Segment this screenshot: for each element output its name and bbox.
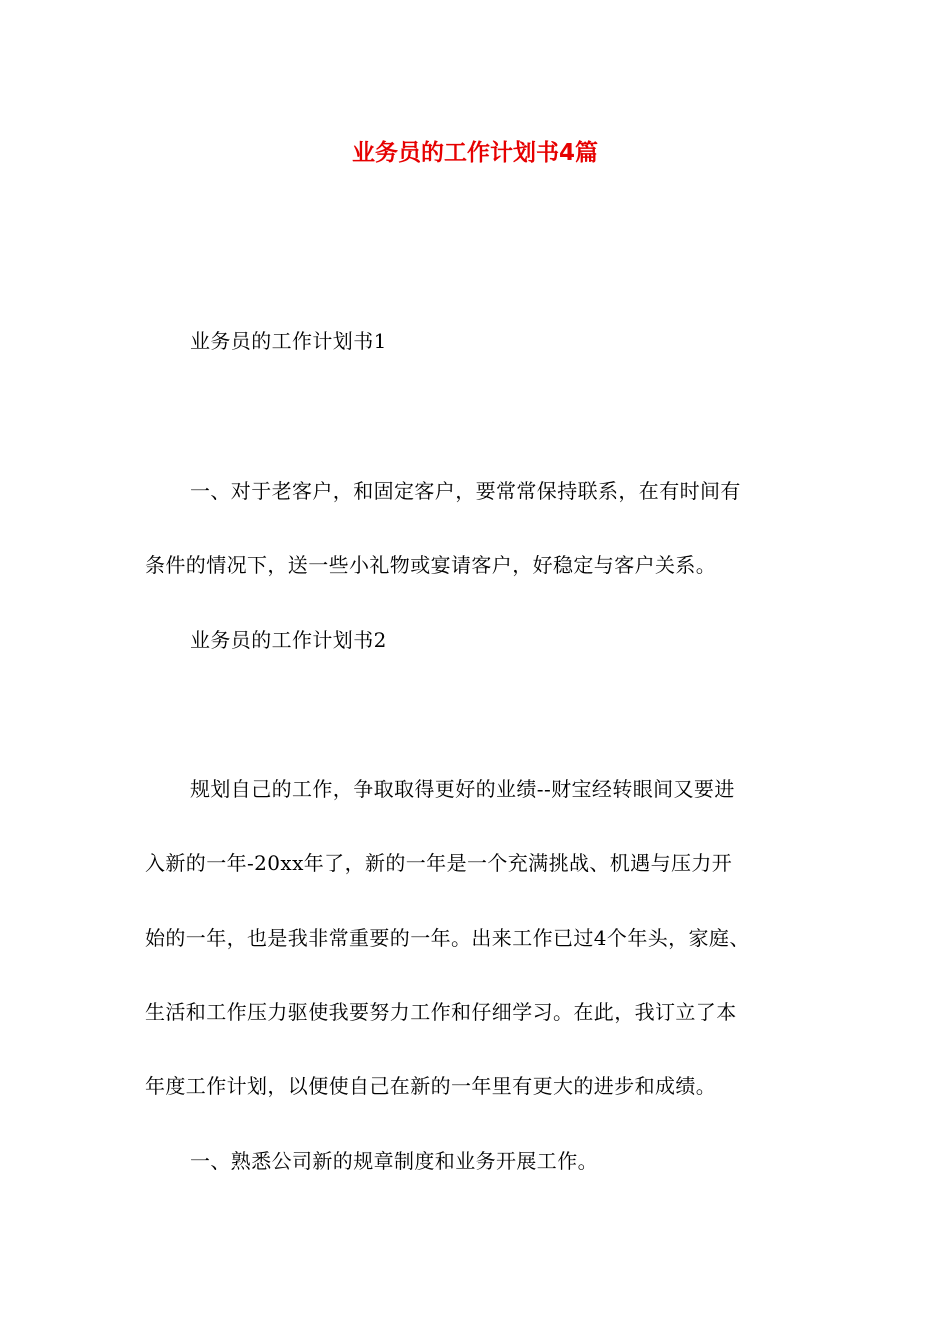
paragraph-line: 规划自己的工作，争取取得更好的业绩--财宝经转眼间又要进: [190, 777, 735, 801]
paragraph-line: 年度工作计划，以便使自己在新的一年里有更大的进步和成绩。: [145, 1074, 717, 1098]
paragraph-line: 条件的情况下，送一些小礼物或宴请客户，好稳定与客户关系。: [145, 553, 717, 577]
section-heading-2: 业务员的工作计划书2: [190, 628, 387, 652]
paragraph-line: 一、熟悉公司新的规章制度和业务开展工作。: [190, 1149, 598, 1173]
paragraph-line: 入新的一年-20xx年了，新的一年是一个充满挑战、机遇与压力开: [145, 851, 733, 875]
paragraph-line: 始的一年，也是我非常重要的一年。出来工作已过4个年头，家庭、: [145, 926, 750, 950]
document-title: 业务员的工作计划书4篇: [351, 140, 598, 166]
paragraph-line: 生活和工作压力驱使我要努力工作和仔细学习。在此，我订立了本: [145, 1000, 737, 1024]
section-heading-1: 业务员的工作计划书1: [190, 329, 387, 353]
paragraph-line: 一、对于老客户，和固定客户，要常常保持联系，在有时间有: [190, 479, 741, 503]
